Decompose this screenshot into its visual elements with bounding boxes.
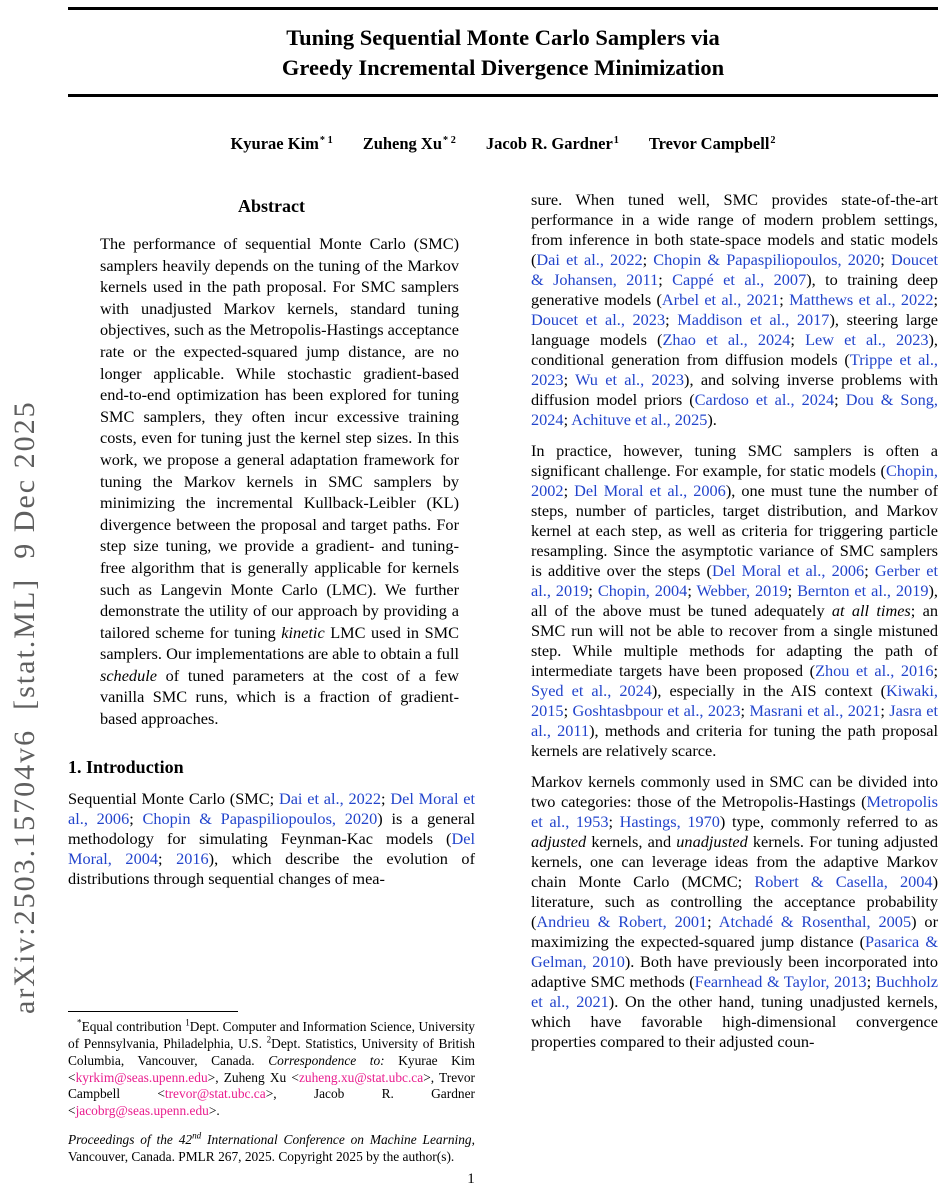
body-paragraph-1 (531, 190, 938, 430)
text-segment: ; (864, 561, 875, 580)
citation-link[interactable]: Metropolis et al., 1953 (531, 792, 938, 831)
text-segment: Kyurae Kim < (68, 1052, 475, 1085)
text-segment: In practice, however, tuning SMC samplers is often a significant challenge. For example, for static models ( (531, 441, 938, 480)
text-segment: ; (588, 581, 598, 600)
email-link[interactable]: kyrkim@seas.upenn.edu (75, 1069, 208, 1085)
author-affiliation-mark: * 1 (319, 134, 333, 146)
author-3 (486, 134, 619, 154)
title-line-2: Greedy Incremental Divergence Minimization (281, 55, 725, 80)
citation-link[interactable]: Webber, 2019 (696, 581, 788, 600)
author-name: Kyurae Kim (230, 134, 319, 153)
citation-link[interactable]: Kiwaki, 2015 (531, 681, 938, 720)
text-segment: ; (563, 701, 573, 720)
citation-link[interactable]: Masrani et al., 2021 (749, 701, 881, 720)
top-rule (68, 7, 938, 10)
text-segment: ; (381, 788, 391, 808)
text-segment: ; (642, 250, 654, 269)
text-segment: sure. When tuned well, SMC provides state-of-the-art performance in a wide range of modern problem settings, from inference in both state-space models and static models ( (531, 190, 938, 269)
citation-link[interactable]: Del Moral et al., 2006 (574, 481, 726, 500)
citation-link[interactable]: Lew et al., 2023 (805, 330, 929, 349)
intro-paragraph-1 (68, 789, 475, 889)
citation-link[interactable]: Andrieu & Robert, 2001 (536, 912, 708, 931)
text-segment: ) or maximizing the expected-squared jump distance ( (531, 912, 938, 951)
citation-link[interactable]: Chopin & Papaspiliopoulos, 2020 (653, 250, 881, 269)
citation-link[interactable]: Fearnhead & Taylor, 2013 (694, 972, 867, 991)
text-segment: Equal contribution (81, 1019, 186, 1035)
text-segment: >. (208, 1103, 220, 1119)
citation-link[interactable]: Atchadé & Rosenthal, 2005 (718, 912, 912, 931)
text-segment: ; (563, 410, 572, 429)
text-segment: ). On the other hand, tuning unadjusted kernels, which have favorable high-dimensional convergence properties compared to their adjusted coun- (531, 992, 938, 1051)
text-segment: ; (740, 701, 750, 720)
citation-link[interactable]: Bernton et al., 2019 (797, 581, 929, 600)
email-link[interactable]: jacobrg@seas.upenn.edu (75, 1103, 209, 1119)
text-segment: ). Both have previously been incorporated into adaptive SMC methods ( (531, 952, 938, 991)
text-segment: ), and solving inverse problems with diffusion model priors ( (531, 370, 938, 409)
text-segment: ), one must tune the number of steps, number of particles, target distribution, and Markov kernel at each step, as well as criteria for triggering particle resampling. Since the asymptotic variance of SMC samplers is additive over the steps ( (531, 481, 938, 580)
citation-link[interactable]: Del Moral et al., 2006 (711, 561, 865, 580)
author-name: Zuheng Xu (362, 134, 443, 153)
text-segment: nd (192, 1130, 202, 1141)
text-segment: kinetic (281, 622, 325, 642)
citation-link[interactable]: Cardoso et al., 2024 (694, 390, 835, 409)
citation-link[interactable]: Dai et al., 2022 (536, 250, 643, 269)
citation-link[interactable]: Del Moral et al., 2006 (68, 788, 476, 828)
text-segment: ) is a general methodology for simulating Feynman-Kac models ( (68, 808, 475, 848)
text-segment: Markov kernels commonly used in SMC can be divided into two categories: those of the Metropolis-Hastings ( (531, 772, 938, 811)
citation-link[interactable]: Chopin, 2004 (597, 581, 688, 600)
citation-link[interactable]: Maddison et al., 2017 (677, 310, 830, 329)
left-column (68, 190, 475, 1168)
footnote-rule (68, 1011, 238, 1012)
author-affiliation-mark: 2 (770, 134, 776, 146)
text-segment: ; (880, 250, 891, 269)
citation-link[interactable]: Chopin & Papaspiliopoulos, 2020 (142, 808, 378, 828)
body-paragraph-3 (531, 772, 938, 1052)
text-segment: ; (563, 370, 576, 389)
text-segment: ; (790, 330, 806, 349)
arxiv-watermark: arXiv:2503.15704v6 [stat.ML] 9 Dec 2025 (8, 400, 41, 1014)
citation-link[interactable]: Pasarica & Gelman, 2010 (531, 932, 938, 971)
citation-link[interactable]: 2016 (176, 848, 209, 868)
title-line-1: Tuning Sequential Monte Carlo Samplers via (286, 25, 720, 50)
section-heading-introduction: 1. Introduction (68, 756, 184, 777)
citation-link[interactable]: Buchholz et al., 2021 (531, 972, 938, 1011)
citation-link[interactable]: Arbel et al., 2021 (661, 290, 780, 309)
citation-link[interactable]: Del Moral, 2004 (68, 828, 475, 868)
text-segment: of tuned parameters at the cost of a few vanilla SMC runs, which is a fraction of gradient-based approaches. (100, 665, 459, 729)
author-2 (363, 134, 456, 154)
text-segment: >, Trevor Campbell < (68, 1069, 475, 1102)
citation-link[interactable]: Wu et al., 2023 (575, 370, 685, 389)
text-segment: ), to training deep generative models ( (531, 270, 938, 309)
citation-link[interactable]: Cappé et al., 2007 (672, 270, 807, 289)
text-segment: Sequential Monte Carlo (SMC; (68, 788, 279, 808)
citation-link[interactable]: Dou & Song, 2024 (531, 390, 938, 429)
citation-link[interactable]: Matthews et al., 2022 (789, 290, 934, 309)
right-column (531, 190, 938, 1168)
text-segment: LMC used in SMC samplers. Our implementations are able to obtain a full (100, 622, 459, 664)
text-segment: ; (933, 290, 938, 309)
title-rule (68, 94, 938, 97)
page-content (68, 0, 938, 1168)
email-link[interactable]: trevor@stat.ubc.ca (164, 1086, 266, 1102)
text-segment: ; (158, 848, 177, 868)
text-segment: The performance of sequential Monte Carlo (SMC) samplers heavily depends on the tuning of the Markov kernels used in the path proposal. For SMC samplers with unadjusted Markov kernels, standard tuning objectives, such as the Metropolis-Hastings acceptance rate or the expected-squared jump distance, are no longer applicable. While stochastic gradient-based end-to-end optimization has been explored for tuning SMC samplers, they often incur excessive training costs, even for tuning just the kernel step sizes. In this work, we propose a general adaptation framework for tuning the Markov kernels in SMC samplers by minimizing the incremental Kullback-Leibler (KL) divergence between the proposal and target paths. For step size tuning, we provide a gradient- and tuning-free algorithm that is generally applicable for kernels such as Langevin Monte Carlo (LMC). We further demonstrate the utility of our approach by providing a tailored scheme for tuning (100, 234, 459, 642)
author-name: Jacob R. Gardner (485, 134, 613, 153)
text-segment: ; (866, 972, 876, 991)
text-segment: ; (665, 310, 678, 329)
text-segment: ; (880, 701, 890, 720)
text-segment: ; (658, 270, 673, 289)
citation-link[interactable]: Syed et al., 2024 (531, 681, 652, 700)
citation-link[interactable]: Achituve et al., 2025 (571, 410, 708, 429)
text-segment: ; (779, 290, 790, 309)
text-segment: International Conference on Machine Learning (201, 1132, 472, 1147)
text-segment: ) literature, such as controlling the acceptance probability ( (531, 872, 938, 931)
paper-title (68, 23, 938, 83)
footnote-text (68, 1019, 475, 1120)
text-segment: at all times (831, 601, 911, 620)
text-segment: schedule (100, 665, 157, 685)
citation-link[interactable]: Dai et al., 2022 (278, 788, 382, 808)
citation-link[interactable]: Hastings, 1970 (619, 812, 720, 831)
text-segment: * (77, 1017, 82, 1028)
text-segment: ), which describe the evolution of distributions through sequential changes of mea- (68, 848, 475, 888)
citation-link[interactable]: Gerber et al., 2019 (531, 561, 938, 600)
citation-link[interactable]: Jasra et al., 2011 (531, 701, 938, 740)
two-column-body (68, 190, 938, 1168)
text-segment: 2 (266, 1034, 272, 1045)
text-segment: ; (129, 808, 143, 828)
text-segment: ; an SMC run will not be able to recover from a single mistuned step. While multiple methods for adapting the path of intermediate targets have been proposed ( (531, 601, 938, 680)
text-segment: adjusted (531, 832, 587, 851)
author-4 (649, 134, 776, 154)
text-segment: ; (687, 581, 697, 600)
citation-link[interactable]: Goshtasbpour et al., 2023 (572, 701, 741, 720)
email-link[interactable]: zuheng.xu@stat.ubc.ca (298, 1069, 424, 1085)
text-segment: Correspondence to: (268, 1052, 385, 1068)
text-segment: Proceedings of the 42 (68, 1132, 193, 1147)
author-affiliation-mark: * 2 (443, 134, 456, 146)
text-segment: ; (787, 581, 798, 600)
body-paragraph-2 (531, 441, 938, 761)
citation-link[interactable]: Trippe et al., 2023 (531, 350, 938, 389)
author-name: Trevor Campbell (648, 134, 770, 153)
text-segment: ; (834, 390, 846, 409)
author-affiliation-mark: 1 (613, 134, 619, 146)
text-segment: 1 (185, 1017, 190, 1028)
text-segment: >, Jacob R. Gardner < (68, 1086, 475, 1119)
text-segment: ; (608, 812, 620, 831)
text-segment: ; (707, 912, 719, 931)
text-segment: ), steering large language models ( (531, 310, 938, 349)
citation-link[interactable]: Zhao et al., 2024 (662, 330, 791, 349)
citation-link[interactable]: Chopin, 2002 (531, 461, 938, 500)
text-segment: ), all of the above must be tuned adequately (531, 581, 938, 620)
page-number: 1 (467, 1171, 475, 1187)
citation-link[interactable]: Doucet et al., 2023 (531, 310, 666, 329)
text-segment: Dept. Computer and Information Science, University of Pennsylvania, Philadelphia, U.S. (68, 1019, 475, 1052)
copyright-notice (68, 1131, 475, 1165)
text-segment: ; (563, 481, 575, 500)
text-segment: kernels, and (586, 832, 677, 851)
text-segment: ), conditional generation from diffusion models ( (531, 330, 938, 369)
text-segment: , Vancouver, Canada. PMLR 267, 2025. Copyright 2025 by the author(s). (68, 1132, 475, 1164)
footnote-block (68, 1011, 475, 1168)
text-segment: ; (933, 661, 938, 680)
text-segment: ). (707, 410, 717, 429)
text-segment: ) type, commonly referred to as (719, 812, 938, 831)
text-segment: kernels. For tuning adjusted kernels, one can leverage ideas from the adaptive Markov chain Monte Carlo (MCMC; (531, 832, 938, 891)
text-segment: unadjusted (676, 832, 748, 851)
author-list (68, 134, 938, 154)
text-segment: ), especially in the AIS context ( (651, 681, 886, 700)
text-segment: >, Zuheng Xu < (207, 1069, 299, 1085)
citation-link[interactable]: Doucet & Johansen, 2011 (531, 250, 938, 289)
citation-link[interactable]: Robert & Casella, 2004 (754, 872, 933, 891)
abstract-text (100, 233, 459, 730)
citation-link[interactable]: Zhou et al., 2016 (815, 661, 934, 680)
author-1 (230, 134, 332, 154)
text-segment: ), methods and criteria for tuning the path proposal kernels are relatively scarce. (531, 721, 938, 760)
text-segment: Dept. Statistics, University of British Columbia, Vancouver, Canada. (68, 1036, 475, 1068)
abstract-heading: Abstract (238, 196, 305, 216)
